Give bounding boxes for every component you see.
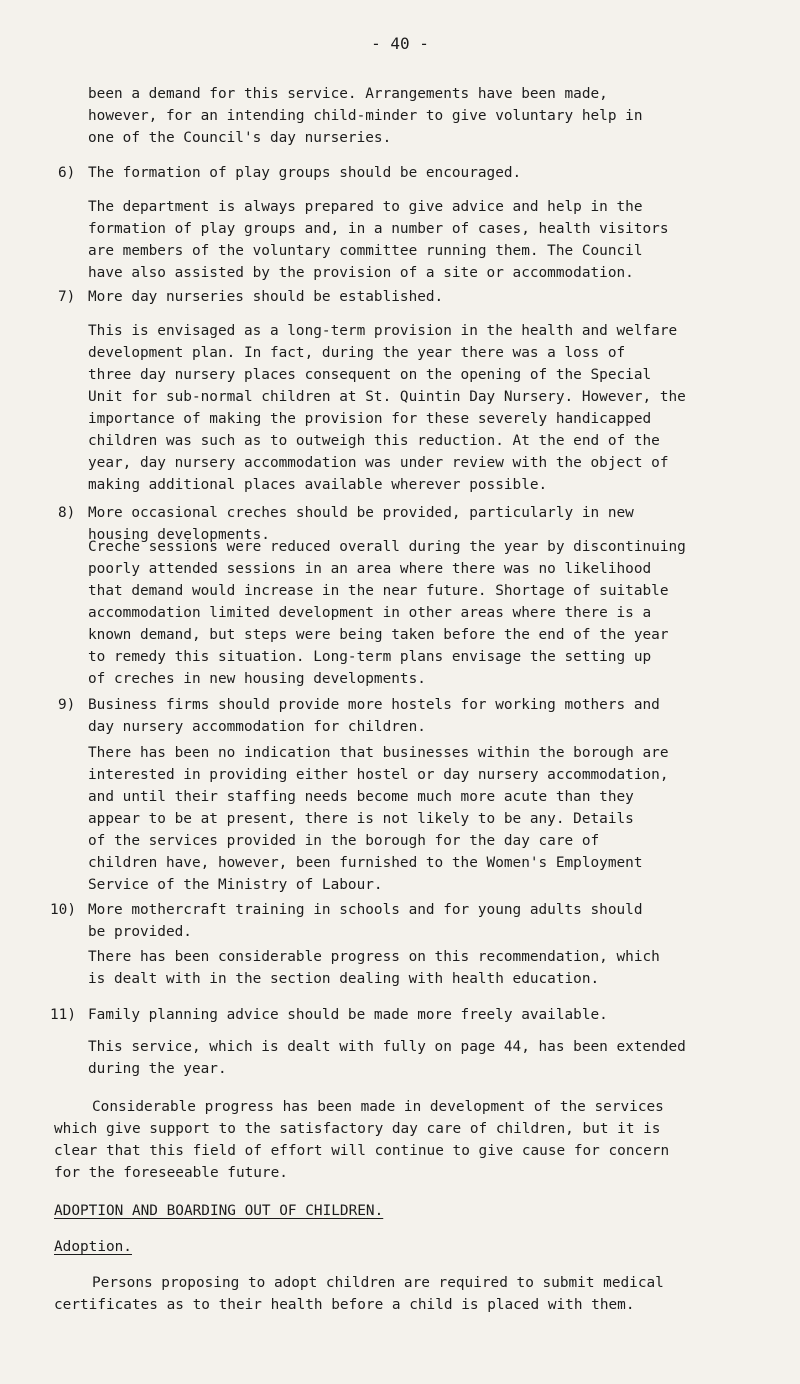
text-line: interested in providing either hostel or day nursery accommodation, — [88, 767, 669, 783]
text-line: been a demand for this service. Arrangements have been made, — [88, 86, 608, 102]
text-line: known demand, but steps were being taken before the end of the year — [88, 627, 669, 643]
text-line: poorly attended sessions in an area where there was no likelihood — [88, 561, 652, 577]
text-line: clear that this field of effort will continue to give cause for concern — [54, 1143, 670, 1159]
text-line: one of the Council's day nurseries. — [88, 130, 392, 146]
item-heading — [88, 899, 778, 943]
text-line: however, for an intending child-minder to give voluntary help in — [88, 108, 643, 124]
text-line: The department is always prepared to give advice and help in the — [88, 199, 643, 215]
text-line: There has been considerable progress on this recommendation, which — [88, 949, 660, 965]
item-body — [88, 536, 778, 690]
subsection-heading: Adoption. — [54, 1239, 132, 1255]
text-line: Unit for sub-normal children at St. Quintin Day Nursery. However, the — [88, 389, 686, 405]
text-line: importance of making the provision for these severely handicapped — [88, 411, 652, 427]
text-line: accommodation limited development in other areas where there is a — [88, 605, 652, 621]
section-heading: ADOPTION AND BOARDING OUT OF CHILDREN. — [54, 1203, 384, 1219]
text-line: during the year. — [88, 1061, 227, 1077]
item-heading — [88, 1004, 778, 1026]
item-heading — [88, 286, 778, 308]
text-line: Persons proposing to adopt children are required to submit medical — [92, 1275, 664, 1291]
intro-paragraph — [88, 83, 778, 149]
text-line: Service of the Ministry of Labour. — [88, 877, 383, 893]
text-line: housing developments. — [88, 527, 270, 543]
text-line: formation of play groups and, in a number of cases, health visitors — [88, 221, 669, 237]
item-heading — [88, 162, 778, 184]
text-line: This service, which is dealt with fully on page 44, has been extended — [88, 1039, 686, 1055]
text-line: are members of the voluntary committee running them. The Council — [88, 243, 643, 259]
item-number: 11) — [50, 1007, 76, 1023]
text-line: Considerable progress has been made in development of the services — [92, 1099, 664, 1115]
text-line: Business firms should provide more hostels for working mothers and — [88, 697, 660, 713]
text-line: More mothercraft training in schools and for young adults should — [88, 902, 643, 918]
text-line: to remedy this situation. Long-term plans envisage the setting up — [88, 649, 652, 665]
text-line: of creches in new housing developments. — [88, 671, 426, 687]
text-line: for the foreseeable future. — [54, 1165, 288, 1181]
adoption-paragraph — [54, 1272, 774, 1316]
text-line: More occasional creches should be provided, particularly in new — [88, 505, 634, 521]
text-line: Creche sessions were reduced overall during the year by discontinuing — [88, 539, 686, 555]
item-body — [88, 946, 778, 990]
text-line: that demand would increase in the near future. Shortage of suitable — [88, 583, 669, 599]
item-body — [88, 196, 778, 284]
item-heading — [88, 694, 778, 738]
text-line: certificates as to their health before a child is placed with them. — [54, 1297, 635, 1313]
item-number: 8) — [58, 505, 76, 521]
text-line: making additional places available wherever possible. — [88, 477, 548, 493]
text-line: be provided. — [88, 924, 192, 940]
text-line: children have, however, been furnished to the Women's Employment — [88, 855, 643, 871]
text-line: development plan. In fact, during the year there was a loss of — [88, 345, 626, 361]
item-number: 9) — [58, 697, 76, 713]
text-line: is dealt with in the section dealing with health education. — [88, 971, 600, 987]
text-line: The formation of play groups should be encouraged. — [88, 165, 522, 181]
item-number: 7) — [58, 289, 76, 305]
text-line: appear to be at present, there is not likely to be any. Details — [88, 811, 634, 827]
text-line: three day nursery places consequent on the opening of the Special — [88, 367, 652, 383]
text-line: day nursery accommodation for children. — [88, 719, 426, 735]
text-line: and until their staffing needs become much more acute than they — [88, 789, 634, 805]
item-number: 10) — [50, 902, 76, 918]
item-body — [88, 320, 778, 496]
text-line: year, day nursery accommodation was under review with the object of — [88, 455, 669, 471]
text-line: There has been no indication that businesses within the borough are — [88, 745, 669, 761]
conclusion-paragraph — [54, 1096, 774, 1184]
text-line: This is envisaged as a long-term provision in the health and welfare — [88, 323, 678, 339]
text-line: More day nurseries should be established. — [88, 289, 444, 305]
text-line: which give support to the satisfactory day care of children, but it is — [54, 1121, 661, 1137]
item-body — [88, 1036, 778, 1080]
text-line: have also assisted by the provision of a site or accommodation. — [88, 265, 634, 281]
text-line: of the services provided in the borough for the day care of — [88, 833, 600, 849]
item-number: 6) — [58, 165, 76, 181]
item-body — [88, 742, 778, 896]
text-line: Family planning advice should be made more freely available. — [88, 1007, 608, 1023]
page-number: - 40 - — [371, 34, 429, 53]
text-line: children was such as to outweigh this reduction. At the end of the — [88, 433, 660, 449]
